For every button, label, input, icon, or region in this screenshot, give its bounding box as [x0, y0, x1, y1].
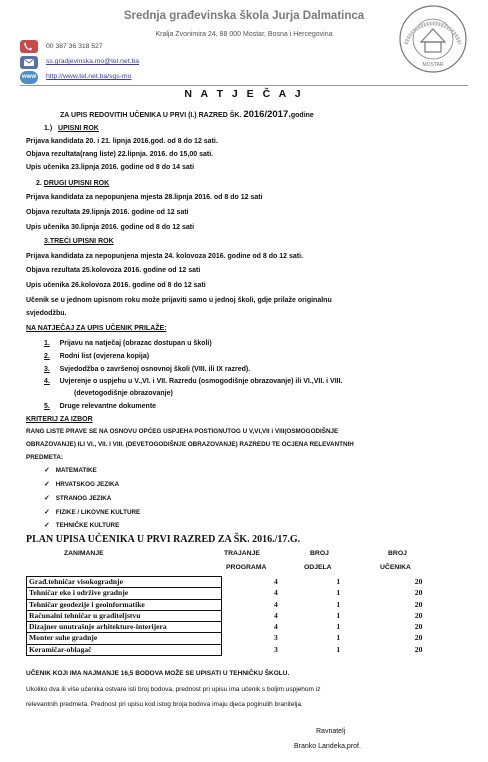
- subtitle-text: ZA UPIS REDOVITIH UČENIKA U PRVI (I.) RAZRED ŠK.: [60, 112, 242, 119]
- table-row: [27, 644, 444, 655]
- col-ucenika-2: UČENIKA: [380, 564, 411, 571]
- round-title: DRUGI UPISNI ROK: [43, 180, 110, 187]
- item-number: 5.: [44, 403, 50, 410]
- round-3-heading: [44, 238, 114, 245]
- attachment-item: [44, 378, 343, 385]
- www-icon: www: [20, 71, 38, 84]
- duration: 3: [274, 644, 278, 654]
- col-trajanje-1: TRAJANJE: [224, 550, 260, 557]
- item-text: Rodni list (ovjerena kopija): [59, 353, 150, 360]
- round-number: 1.): [44, 125, 53, 132]
- round-number: 2.: [36, 180, 42, 187]
- classes: 1: [336, 633, 341, 643]
- attachment-item: [44, 366, 250, 373]
- classes: 1: [336, 622, 341, 632]
- subtitle-end: godine: [290, 112, 314, 119]
- item-number: 2.: [44, 353, 50, 360]
- enrollment-table: [26, 576, 444, 656]
- table-row: [27, 577, 444, 588]
- duration: 4: [274, 622, 278, 632]
- subject-item: [44, 480, 119, 488]
- round-3-line-3: Upis učenika 26.kolovoza 2016. godine od 8 do 12 sati: [26, 282, 206, 289]
- item-text: Uvjerenje o uspjehu u V.,VI. i VII. Razredu (osmogodišnje obrazovanje) ili VI.,VII. i VIII.: [59, 378, 343, 385]
- program-name: Keramičar-oblagač: [27, 644, 222, 655]
- program-name: Računalni tehničar u graditeljstvu: [27, 610, 222, 621]
- attachment-item-continuation: (devetogodišnje obrazovanje): [74, 390, 173, 397]
- round-1-line-3: Upis učenika 23.lipnja 2016. godine od 8 do 14 sati: [26, 164, 195, 171]
- phone-icon: [20, 40, 38, 53]
- table-row: [27, 633, 444, 644]
- website-link[interactable]: http://www.tel.net.ba/sgs-mo: [46, 73, 132, 80]
- round-2-line-2: Objava rezultata 29.lipnja 2016. godine od 12 sati: [26, 209, 189, 216]
- checkmark-icon: ✓: [44, 522, 50, 529]
- program-name: Monter suhe gradnje: [27, 633, 222, 644]
- round-number: 3.: [44, 238, 50, 245]
- round-title: UPISNI ROK: [58, 125, 99, 132]
- program-name: Tehničar geodezije i geoinformatike: [27, 599, 222, 610]
- signature-role: Ravnatelj: [316, 728, 346, 735]
- item-number: 4.: [44, 378, 50, 385]
- plan-title: PLAN UPISA UČENIKA U PRVI RAZRED ZA ŠK. 2016./17.G.: [26, 534, 301, 545]
- table-row: [27, 599, 444, 610]
- subtitle: [60, 109, 314, 120]
- col-odjela-2: ODJELA: [304, 564, 332, 571]
- col-ucenika-1: BROJ: [388, 550, 407, 557]
- col-zanimanje: ZANIMANJE: [64, 550, 104, 557]
- school-address: Kralja Zvonimira 24, 88 000 Mostar, Bosna i Hercegovina: [155, 31, 333, 38]
- checkmark-icon: ✓: [44, 467, 50, 474]
- svg-text:MOSTAR: MOSTAR: [422, 62, 444, 68]
- checkmark-icon: ✓: [44, 509, 50, 516]
- col-odjela-1: BROJ: [310, 550, 329, 557]
- program-name: Tehničar eko i održive gradnje: [27, 588, 222, 599]
- item-number: 1.: [44, 340, 50, 347]
- classes: 1: [336, 588, 341, 598]
- school-stamp: [398, 4, 468, 74]
- criteria-line-3: PREDMETA:: [26, 454, 63, 461]
- students: 20: [414, 622, 423, 632]
- round-title: TREĆI UPISNI ROK: [49, 238, 114, 245]
- subject-text: HRVATSKOG JEZIKA: [55, 481, 120, 488]
- classes: 1: [336, 610, 341, 620]
- students: 20: [414, 588, 423, 598]
- table-row: [27, 588, 444, 599]
- round-1-heading: [44, 125, 99, 132]
- subject-text: TEHNIČKE KULTURE: [55, 522, 120, 529]
- item-text: Prijavu na natječaj (obrazac dostupan u školi): [59, 340, 212, 347]
- round-2-heading: [36, 180, 109, 187]
- checkmark-icon: ✓: [44, 495, 50, 502]
- subject-text: MATEMATIKE: [55, 467, 97, 474]
- table-row: [27, 622, 444, 633]
- header-divider: [20, 85, 468, 86]
- email-icon: [20, 56, 38, 69]
- round-2-line-1: Prijava kandidata za nepopunjena mjesta 28.lipnja 2016. od 8 do 12 sati: [26, 194, 263, 201]
- col-trajanje-2: PROGRAMA: [226, 564, 267, 571]
- students: 20: [414, 577, 423, 586]
- note-line-1: Učenik se u jednom upisnom roku može prijaviti samo u jednoj školi, gdje prilaže originalnu: [26, 297, 332, 304]
- students: 20: [414, 599, 423, 609]
- subject-text: STRANOG JEZIKA: [55, 495, 112, 502]
- item-text: Svjedodžba o završenoj osnovnoj školi (VIII. ili IX razred).: [59, 366, 251, 373]
- signature-name: Branko Landeka,prof.: [294, 743, 361, 750]
- students: 20: [414, 633, 423, 643]
- criteria-heading: KRITERIJ ZA IZBOR: [26, 416, 93, 423]
- subject-item: [44, 508, 140, 516]
- table-row: [27, 610, 444, 621]
- classes: 1: [336, 599, 341, 609]
- tie-rule-line-2: relevantnih predmeta. Prednost pri upisu kod istog broja bodova imaju djeca poginulih branitelja.: [26, 701, 303, 708]
- subject-item: [44, 466, 97, 474]
- checkmark-icon: ✓: [44, 481, 50, 488]
- duration: 4: [274, 577, 278, 586]
- round-3-line-1: Prijava kandidata za nepopunjena mjesta 24. kolovoza 2016. godine od 8 do 12 sati.: [26, 253, 303, 260]
- round-1-line-2: Objava rezultata(rang liste) 22.lipnja. 2016. do 15,00 sati.: [26, 151, 214, 158]
- duration: 4: [274, 599, 278, 609]
- tie-rule-line-1: Ukoliko dva ili više učenika ostvare isti broj bodova, prednost pri upisu ima učenik s boljim uspjehom iz: [26, 686, 321, 693]
- subject-item: [44, 494, 111, 502]
- attachments-heading: NA NATJEČAJ ZA UPIS UČENIK PRILAŽE:: [26, 325, 167, 332]
- criteria-line-1: RANG LISTE PRAVE SE NA OSNOVU OPĆEG USPJEHA POSTIGNUTOG U V,VI,VII i VIII(OSMOGODIŠNJE: [26, 428, 339, 435]
- attachment-item: [44, 340, 212, 347]
- round-2-line-3: Upis učenika 30.lipnja 2016. godine od 8 do 12 sati: [26, 224, 195, 231]
- classes: 1: [336, 577, 341, 586]
- school-name: Srednja građevinska škola Jurja Dalmatinca: [123, 10, 365, 22]
- subject-item: [44, 521, 119, 529]
- duration: 4: [274, 610, 278, 620]
- attachment-item: [44, 403, 156, 410]
- round-1-line-1: Prijava kandidata 20. i 21. lipnja 2016.god. od 8 do 12 sati.: [26, 138, 218, 145]
- criteria-line-2: OBRAZOVANJE) ILI VI., VII. I VIII. (DEVETOGODIŠNJE OBRAZOVANJE) RAZREDU TE OCJENA RELEVANTNIH: [26, 441, 354, 448]
- program-name: Dizajner unutrašnje arhitekture-interijera: [27, 622, 222, 633]
- item-text: Druge relevantne dokumente: [59, 403, 157, 410]
- duration: 3: [274, 633, 278, 643]
- phone-number: 00 387 36 318 527: [46, 43, 103, 50]
- document-title: N A T J E Č A J: [184, 88, 304, 100]
- subject-text: FIZIKE / LIKOVNE KULTURE: [55, 509, 141, 516]
- subtitle-year: 2016/2017.: [243, 109, 291, 120]
- duration: 4: [274, 588, 278, 598]
- students: 20: [414, 610, 423, 620]
- item-number: 3.: [44, 366, 50, 373]
- min-points-note: UČENIK KOJI IMA NAJMANJE 16,5 BODOVA MOŽE SE UPISATI U TEHNIČKU ŠKOLU.: [26, 670, 290, 677]
- round-3-line-2: Objava rezultata 25.kolovoza 2016. godine od 12 sati: [26, 267, 201, 274]
- email-link[interactable]: ss.gradjevinska.mo@tel.net.ba: [46, 58, 140, 65]
- students: 20: [414, 644, 423, 654]
- program-name: Građ.tehničar visokogradnje: [27, 577, 222, 588]
- classes: 1: [336, 644, 341, 654]
- attachment-item: [44, 353, 149, 360]
- note-line-2: svjedodžbu.: [26, 310, 67, 317]
